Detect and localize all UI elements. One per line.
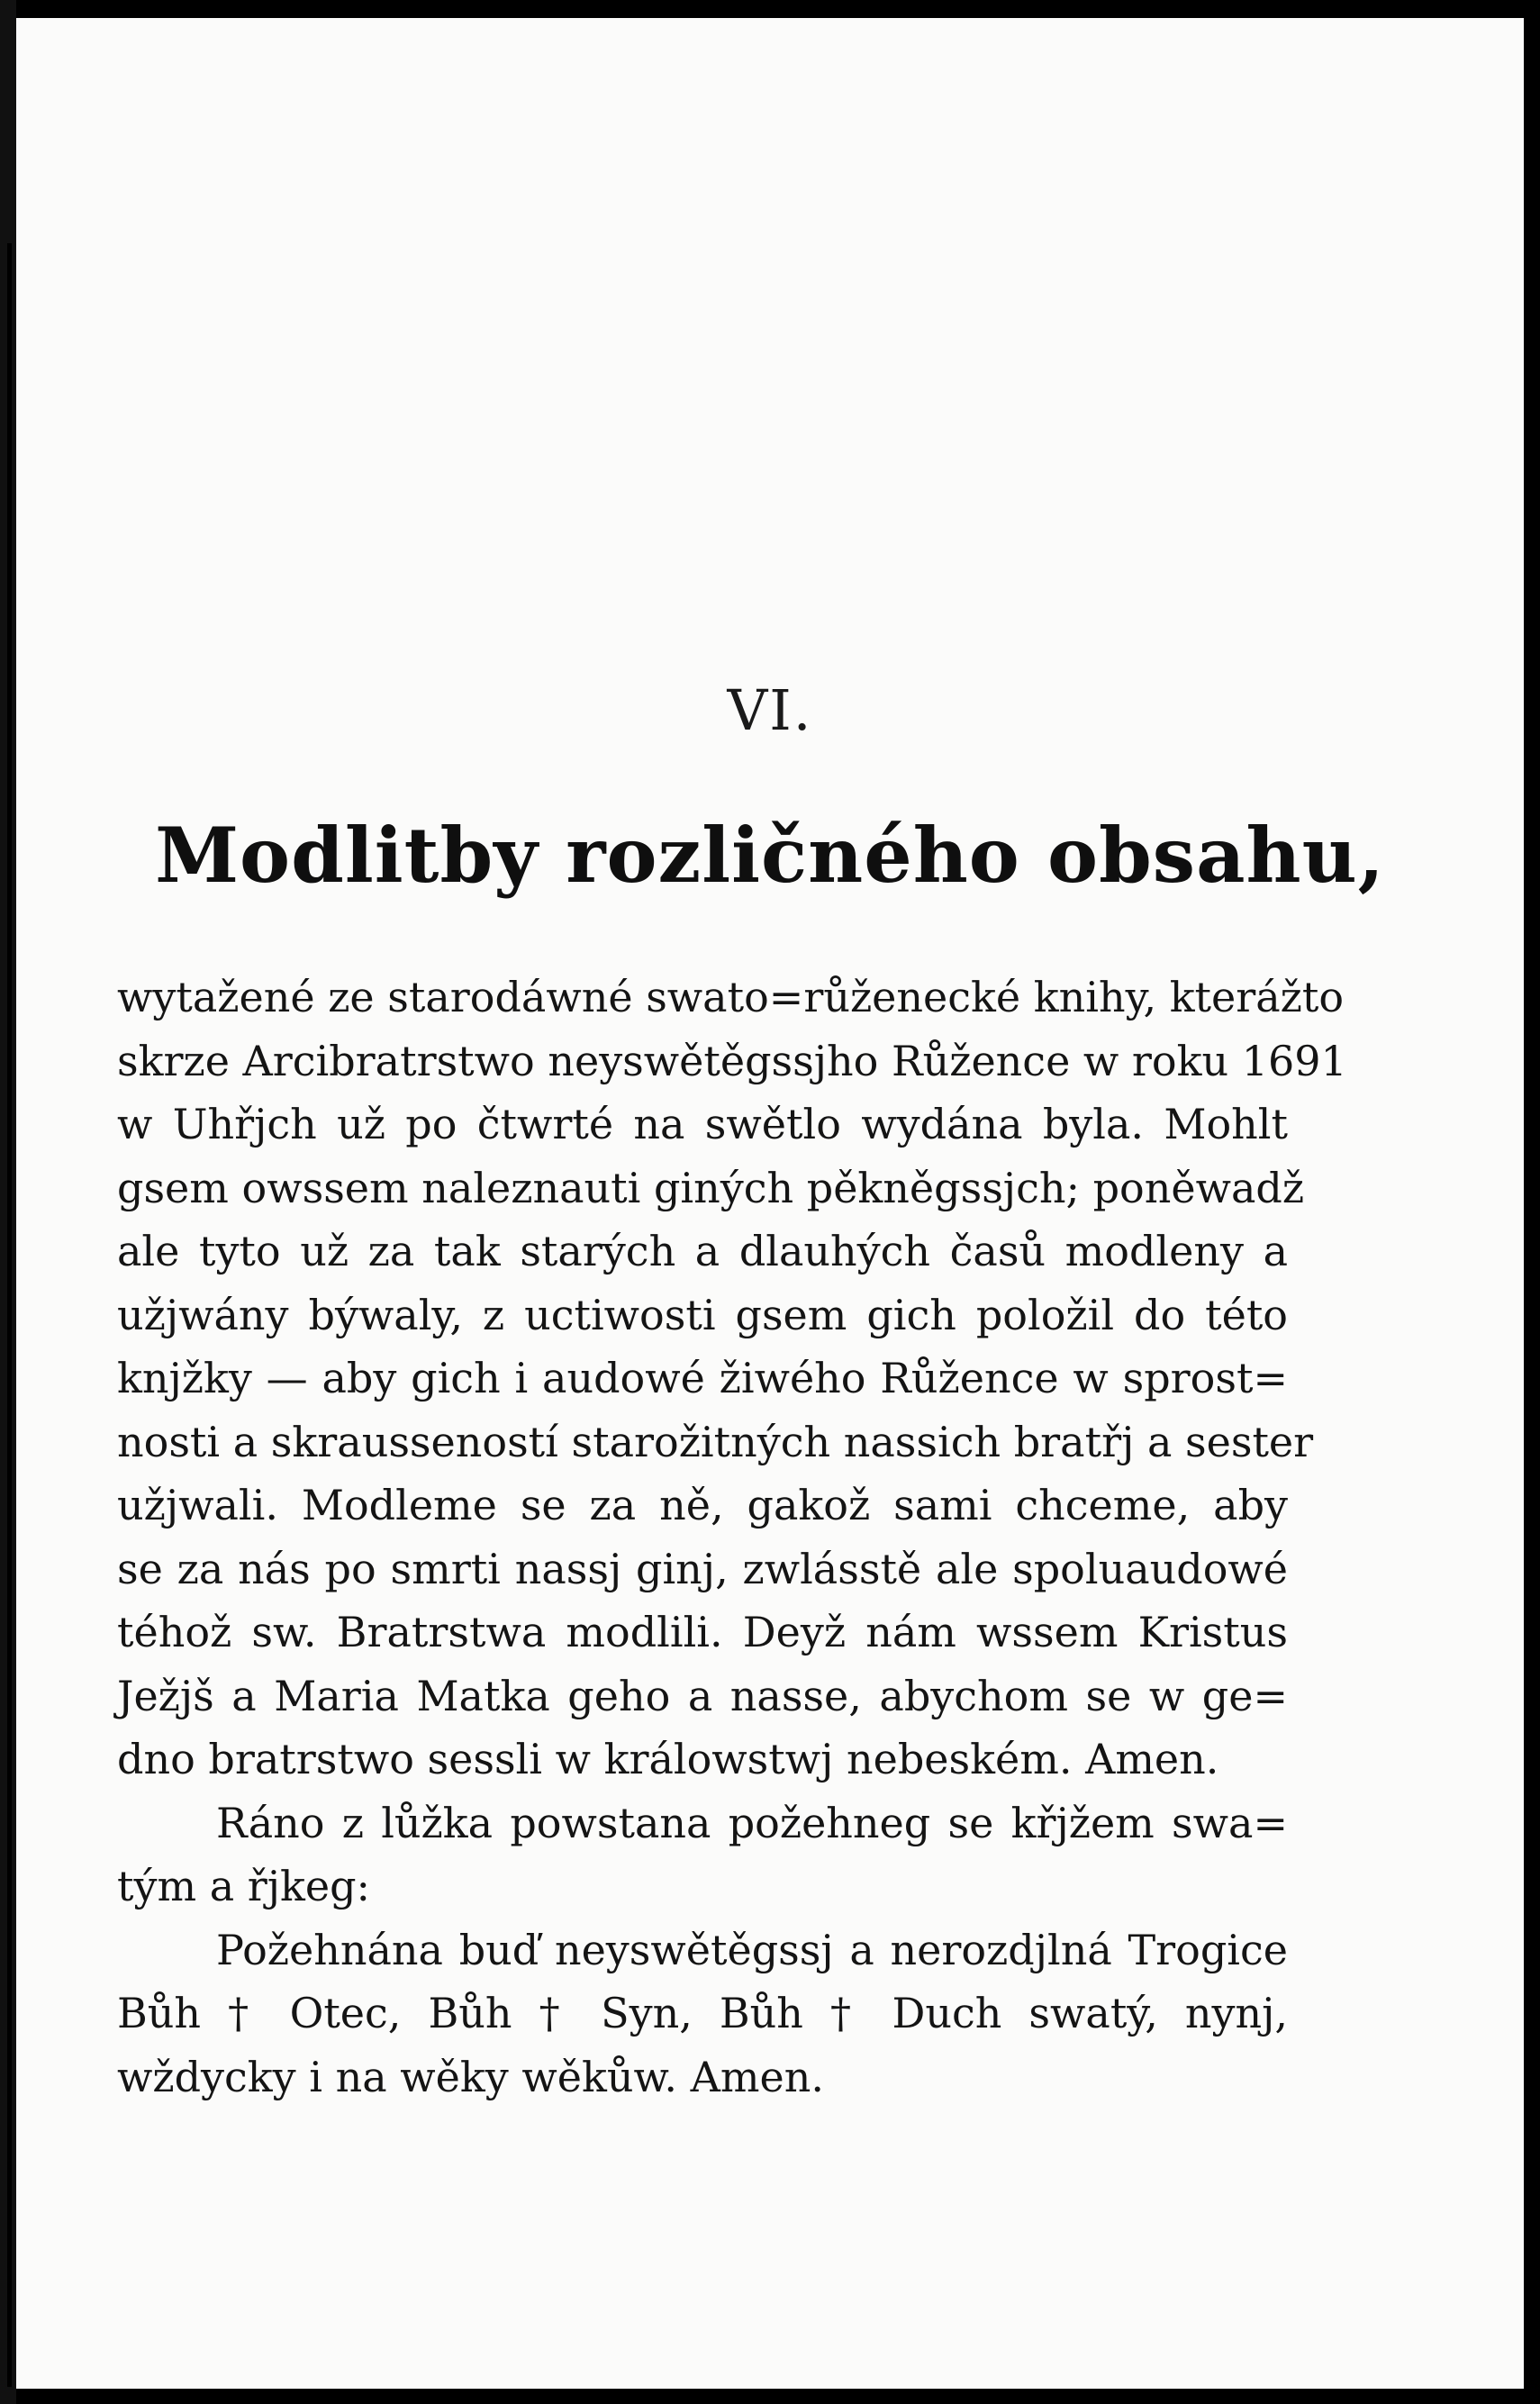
chapter-number: VI. <box>727 677 813 743</box>
text-line: nosti a skrausseností starožitných nassich bratřj a sester <box>117 1417 1314 1466</box>
chapter-title: Modlitby rozličného obsahu, <box>155 811 1385 900</box>
text-line: knjžky — aby gich i audowé žiwého Růžence w sprost= <box>117 1354 1288 1402</box>
text-line: w Uhřjch už po čtwrté na swětlo wydána byla. Mohlt <box>117 1100 1288 1148</box>
text-line: se za nás po smrti nassj ginj, zwlásstě ale spoluaudowé <box>117 1544 1288 1593</box>
text-line: wždycky i na wěky wěkůw. Amen. <box>117 2052 824 2101</box>
text-line: Ježjš a Maria Matka geho a nasse, abychom se w ge= <box>117 1671 1288 1720</box>
text-line: skrze Arcibratrstwo neyswětěgssjho Růžence w roku 1691 <box>117 1036 1347 1085</box>
page-body <box>117 966 1347 2109</box>
text-line: tým a řjkeg: <box>117 1862 371 1910</box>
text-line: Ráno z lůžka powstana požehneg se křjžem swa= <box>216 1798 1288 1847</box>
gutter-shadow <box>7 243 12 2387</box>
text-line: dno bratrstwo sessli w králowstwj nebeském. Amen. <box>117 1735 1219 1783</box>
text-line: wytažené ze starodáwné swato=růženecké knihy, kterážto <box>117 973 1345 1021</box>
text-line: užjwali. Modleme se za ně, gakož sami chceme, aby <box>117 1481 1288 1529</box>
text-line: gsem owssem naleznauti giných pěkněgssjch; poněwadž <box>117 1163 1305 1212</box>
text-line: Požehnána buď neyswětěgssj a nerozdjlná Trogice <box>216 1925 1288 1974</box>
text-line: ale tyto už za tak starých a dlauhých časů modleny a <box>117 1227 1288 1275</box>
text-line: téhož sw. Bratrstwa modlili. Deyž nám wssem Kristus <box>117 1608 1288 1656</box>
text-line: Bůh † Otec, Bůh † Syn, Bůh † Duch swatý, nynj, <box>117 1989 1288 2037</box>
text-line: užjwány býwaly, z uctiwosti gsem gich položil do této <box>117 1290 1288 1339</box>
